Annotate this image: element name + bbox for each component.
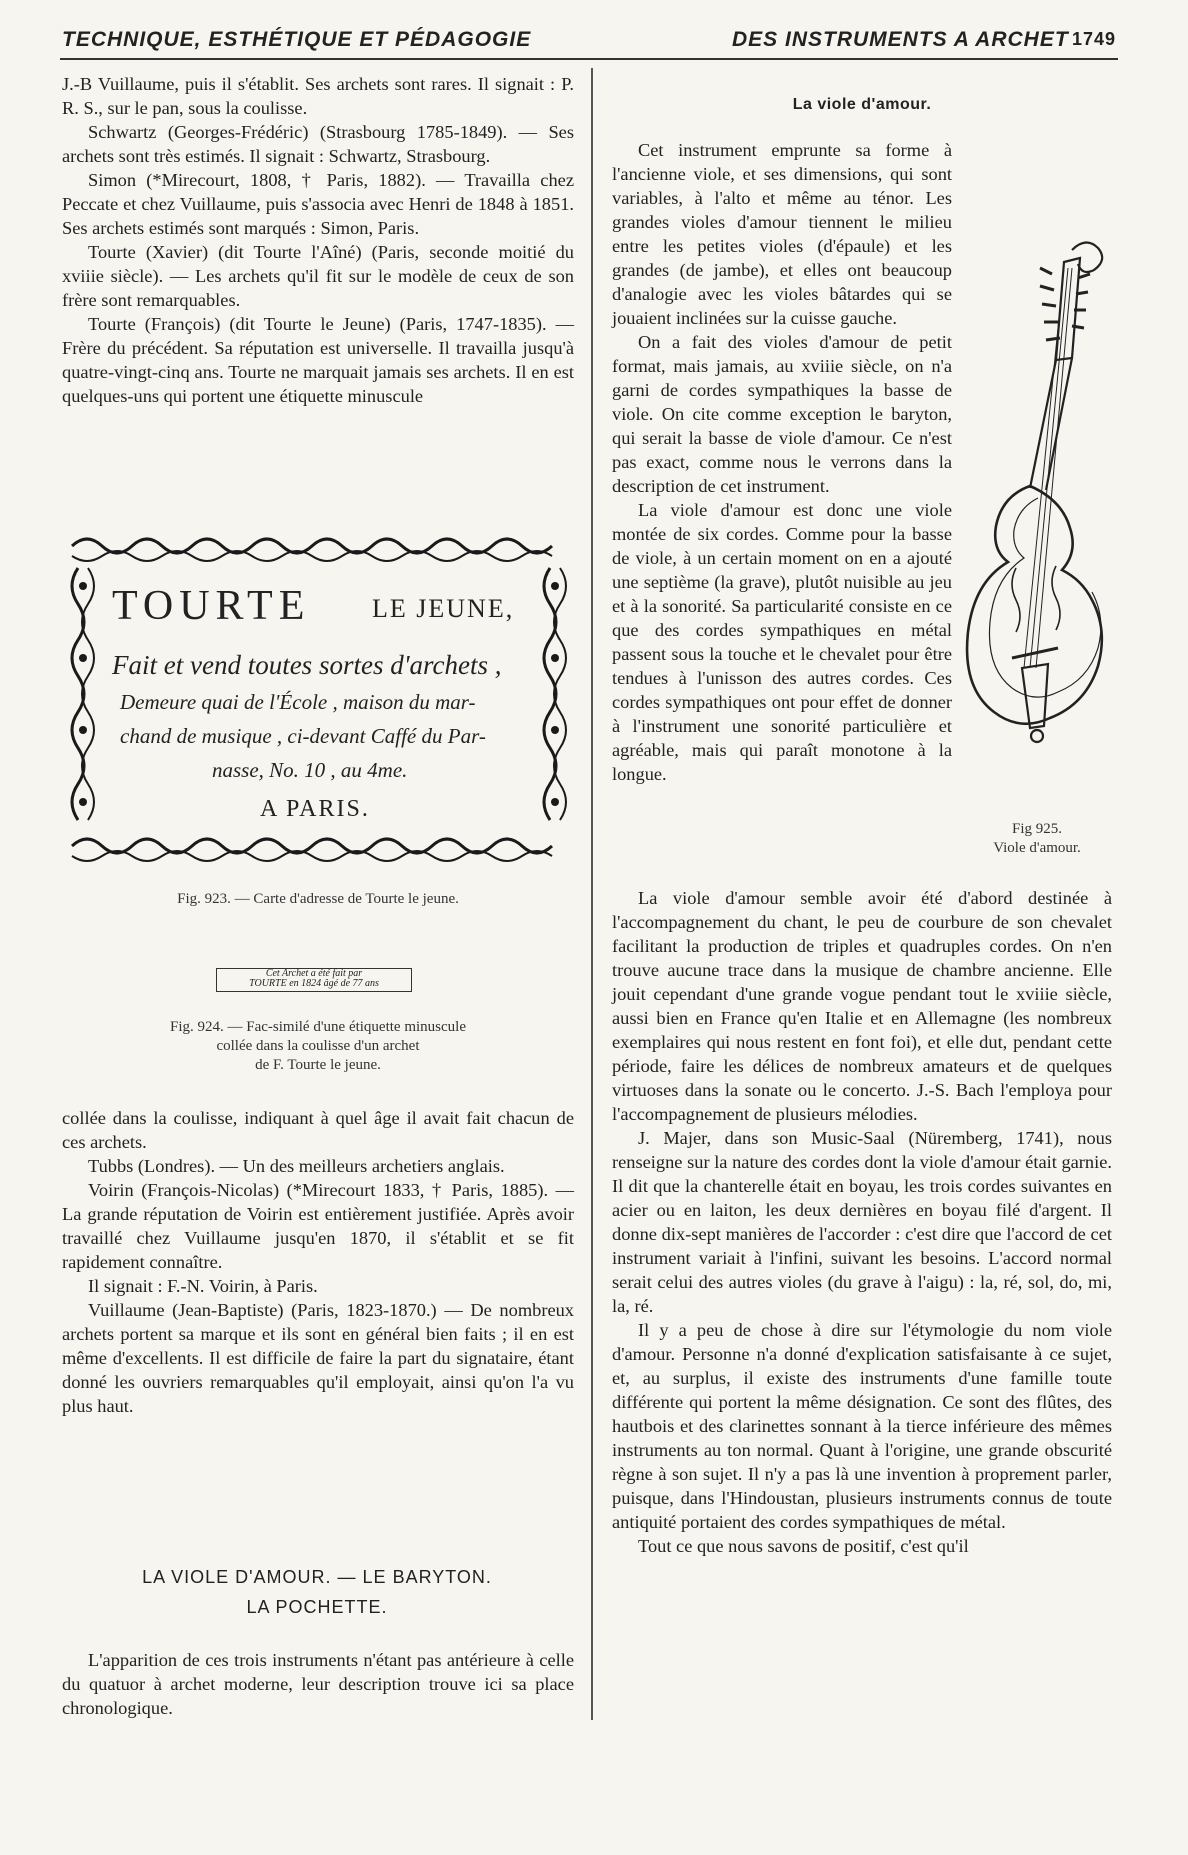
fig-924-caption-line-1: Fig. 924. — Fac-similé d'une étiquette minuscule bbox=[170, 1019, 466, 1035]
paragraph-majer: J. Majer, dans son Music-Saal (Nüremberg, 1741), nous renseigne sur la nature des cordes dont la viole d'amour était garnie. Il dit que la chanterelle était en boyau, les trois cordes suivantes en acier ou en laiton, les deux dernières en boyau filé d'argent. Il donne dix-sept manières de l'accorder : c'est dire que l'accord de cet instrument variait à l'infini, suivant les besoins. L'accord normal serait celui des autres violes (du grave à l'aigu) : la, ré, sol, do, mi, la, ré. bbox=[612, 1128, 1112, 1316]
paragraph-etymologie: Il y a peu de chose à dire sur l'étymologie du nom viole d'amour. Personne n'a donné d'explication satisfaisante à ce sujet, et, au surplus, il existe des instruments d'une famille toute différente qui portent la même désignation. Ce sont des flûtes, des hautbois et des clarinettes sonnant à la tierce inférieure des mêmes instruments au ton normal. Quant à l'origine, une grande obscurité règne à son sujet. Il n'y a pas là une invention à proprement parler, puisque, dans l'Hindoustan, plusieurs instruments connus de toute antiquité portaient des cordes sympathiques de métal. bbox=[612, 1320, 1112, 1532]
header-right-title: DES INSTRUMENTS A ARCHET bbox=[732, 28, 1069, 51]
label-line-2: TOURTE en 1824 âgé de 77 ans bbox=[249, 978, 379, 989]
tourte-address-card bbox=[62, 528, 574, 870]
page-number: 1749 bbox=[1071, 29, 1116, 49]
section-title-line-1: LA VIOLE D'AMOUR. — LE BARYTON. bbox=[142, 1567, 492, 1587]
paragraph-tourte-francois: Tourte (François) (dit Tourte le Jeune) (Paris, 1747-1835). — Frère du précédent. Sa réputation est universelle. Il travailla jusqu'à quatre-vingt-cinq ans. Tourte ne marquait jamais ses archets. Il en est quelques-uns qui portent une étiquette minuscule bbox=[62, 314, 574, 406]
header-left-title: TECHNIQUE, ESTHÉTIQUE ET PÉDAGOGIE bbox=[62, 28, 532, 51]
paragraph-vuillaume-jb: J.-B Vuillaume, puis il s'établit. Ses archets sont rares. Il signait : P. R. S., sur le pan, sous la coulisse. bbox=[62, 74, 574, 118]
paragraph-tourte-xavier: Tourte (Xavier) (dit Tourte l'Aîné) (Paris, seconde moitié du xviiie siècle). — Les archets qu'il fit sur le modèle de ceux de son frère sont remarquables. bbox=[62, 242, 574, 310]
right-column-wrapped bbox=[612, 138, 952, 786]
column-divider bbox=[591, 68, 593, 1720]
card-address-line-2: chand de musique , ci-devant Caffé du Par- bbox=[120, 724, 486, 748]
card-name-suffix: LE JEUNE, bbox=[372, 594, 515, 623]
right-column-full bbox=[612, 886, 1112, 1558]
fig-925-caption bbox=[962, 820, 1112, 858]
paragraph-vuillaume-jean-baptiste: Vuillaume (Jean-Baptiste) (Paris, 1823-1870.) — De nombreux archets portent sa marque et ils sont en général bien faits ; il en est même d'excellents. Il est difficile de faire la part du signataire, étant donné les ouvriers remarquables qu'il employait, ainsi qu'on l'a vu plus haut. bbox=[62, 1300, 574, 1416]
paragraph-voirin: Voirin (François-Nicolas) (*Mirecourt 1833, † Paris, 1885). — La grande réputation de Voirin est entièrement justifiée. Après avoir travaillé chez Vuillaume jusqu'en 1870, il s'établit et se fit rapidement connaître. bbox=[62, 1180, 574, 1272]
card-text bbox=[62, 528, 574, 870]
label-line-1: Cet Archet a été fait par bbox=[265, 968, 363, 979]
fig-924-caption-line-3: de F. Tourte le jeune. bbox=[255, 1057, 381, 1073]
section-title-line-2: LA POCHETTE. bbox=[246, 1597, 388, 1617]
viole-amour-heading: La viole d'amour. bbox=[792, 96, 932, 113]
paragraph-schwartz: Schwartz (Georges-Frédéric) (Strasbourg 1785-1849). — Ses archets sont très estimés. Il signait : Schwartz, Strasbourg. bbox=[62, 122, 574, 166]
viole-d-amour-illustration bbox=[960, 228, 1110, 806]
card-address-line-3: nasse, No. 10 , au 4me. bbox=[212, 758, 408, 782]
fig-925-caption-line-2: Viole d'amour. bbox=[993, 840, 1081, 856]
paragraph-voirin-signature: Il signait : F.-N. Voirin, à Paris. bbox=[88, 1276, 318, 1296]
paragraph-positif: Tout ce que nous savons de positif, c'est qu'il bbox=[638, 1536, 969, 1556]
paragraph-simon: Simon (*Mirecourt, 1808, † Paris, 1882). — Travailla chez Peccate et chez Vuillaume, puis s'associa avec Henri de 1848 à 1851. Ses archets estimés sont marqués : Simon, Paris. bbox=[62, 170, 574, 238]
left-column-bottom bbox=[62, 1106, 574, 1418]
card-name: TOURTE bbox=[112, 583, 311, 629]
paragraph-petit-format: On a fait des violes d'amour de petit format, mais jamais, au xviiie siècle, on n'a garni de cordes sympathiques la basse de viole. On cite comme exception le baryton, qui serait la basse de viole d'amour. Ce n'est pas exact, comme nous le verrons dans la description de cet instrument. bbox=[612, 332, 952, 496]
tourte-label-facsimile bbox=[216, 968, 412, 992]
paragraph-coulisse-continuation: collée dans la coulisse, indiquant à quel âge il avait fait chacun de ces archets. bbox=[62, 1108, 574, 1152]
paragraph-apparition: L'apparition de ces trois instruments n'étant pas antérieure à celle du quatuor à archet moderne, leur description trouve ici sa place chronologique. bbox=[62, 1650, 574, 1718]
left-column-end bbox=[62, 1648, 574, 1720]
paragraph-tubbs: Tubbs (Londres). — Un des meilleurs archetiers anglais. bbox=[88, 1156, 505, 1176]
fig-924-caption-line-2: collée dans la coulisse d'un archet bbox=[216, 1038, 420, 1054]
fig-924-caption bbox=[62, 1018, 574, 1075]
left-column-top bbox=[62, 72, 574, 408]
paragraph-accompagnement-chant: La viole d'amour semble avoir été d'abord destinée à l'accompagnement du chant, le peu de courbure de son chevalet facilitant la production de triples et quadruples cordes. On n'en trouve aucune trace dans la musique de chambre ancienne. Elle jouit cependant d'une grande vogue pendant tout le xviiie siècle, aussi bien en France qu'en Italie et en Allemagne (les nombreux exemplaires qui nous restent en font foi), et elle dut, pendant cette période, faire les délices de nombreux amateurs et de quelques virtuoses dans la sonate ou le concerto. J.-S. Bach l'employa pour l'accompagnement de plusieurs mélodies. bbox=[612, 888, 1112, 1124]
fig-923-caption: Fig. 923. — Carte d'adresse de Tourte le jeune. bbox=[177, 891, 459, 907]
fig-925-caption-line-1: Fig 925. bbox=[1011, 821, 1062, 837]
paragraph-instrument-forme: Cet instrument emprunte sa forme à l'ancienne viole, et ses dimensions, qui sont variables, à l'alto et même au ténor. Les grandes violes d'amour tiennent le milieu entre les petites violes (d'épaule) et les grandes (de jambe), et elles ont beaucoup d'analogie avec les violes bâtardes qui se jouaient inclinées sur la cuisse gauche. bbox=[612, 140, 952, 328]
card-city: A PARIS. bbox=[260, 796, 370, 822]
card-address-line-1: Demeure quai de l'École , maison du mar- bbox=[120, 690, 476, 714]
paragraph-six-cordes: La viole d'amour est donc une viole montée de six cordes. Comme pour la basse de viole, à un certain moment on en a ajouté une septième (la grave), plutôt nuisible au jeu et à la sonorité. Sa particularité consiste en ce que des cordes sympathiques en métal passent sous la touche et le chevalet pour être tendues à l'unisson des autres cordes. Ces cordes sympathiques ont pour effet de donner à l'instrument une sonorité particulière et agréable, mais qui paraît monotone à la longue. bbox=[612, 500, 952, 784]
section-title bbox=[62, 1562, 572, 1622]
card-trade-line: Fait et vend toutes sortes d'archets , bbox=[112, 650, 502, 680]
running-header bbox=[60, 24, 1118, 60]
